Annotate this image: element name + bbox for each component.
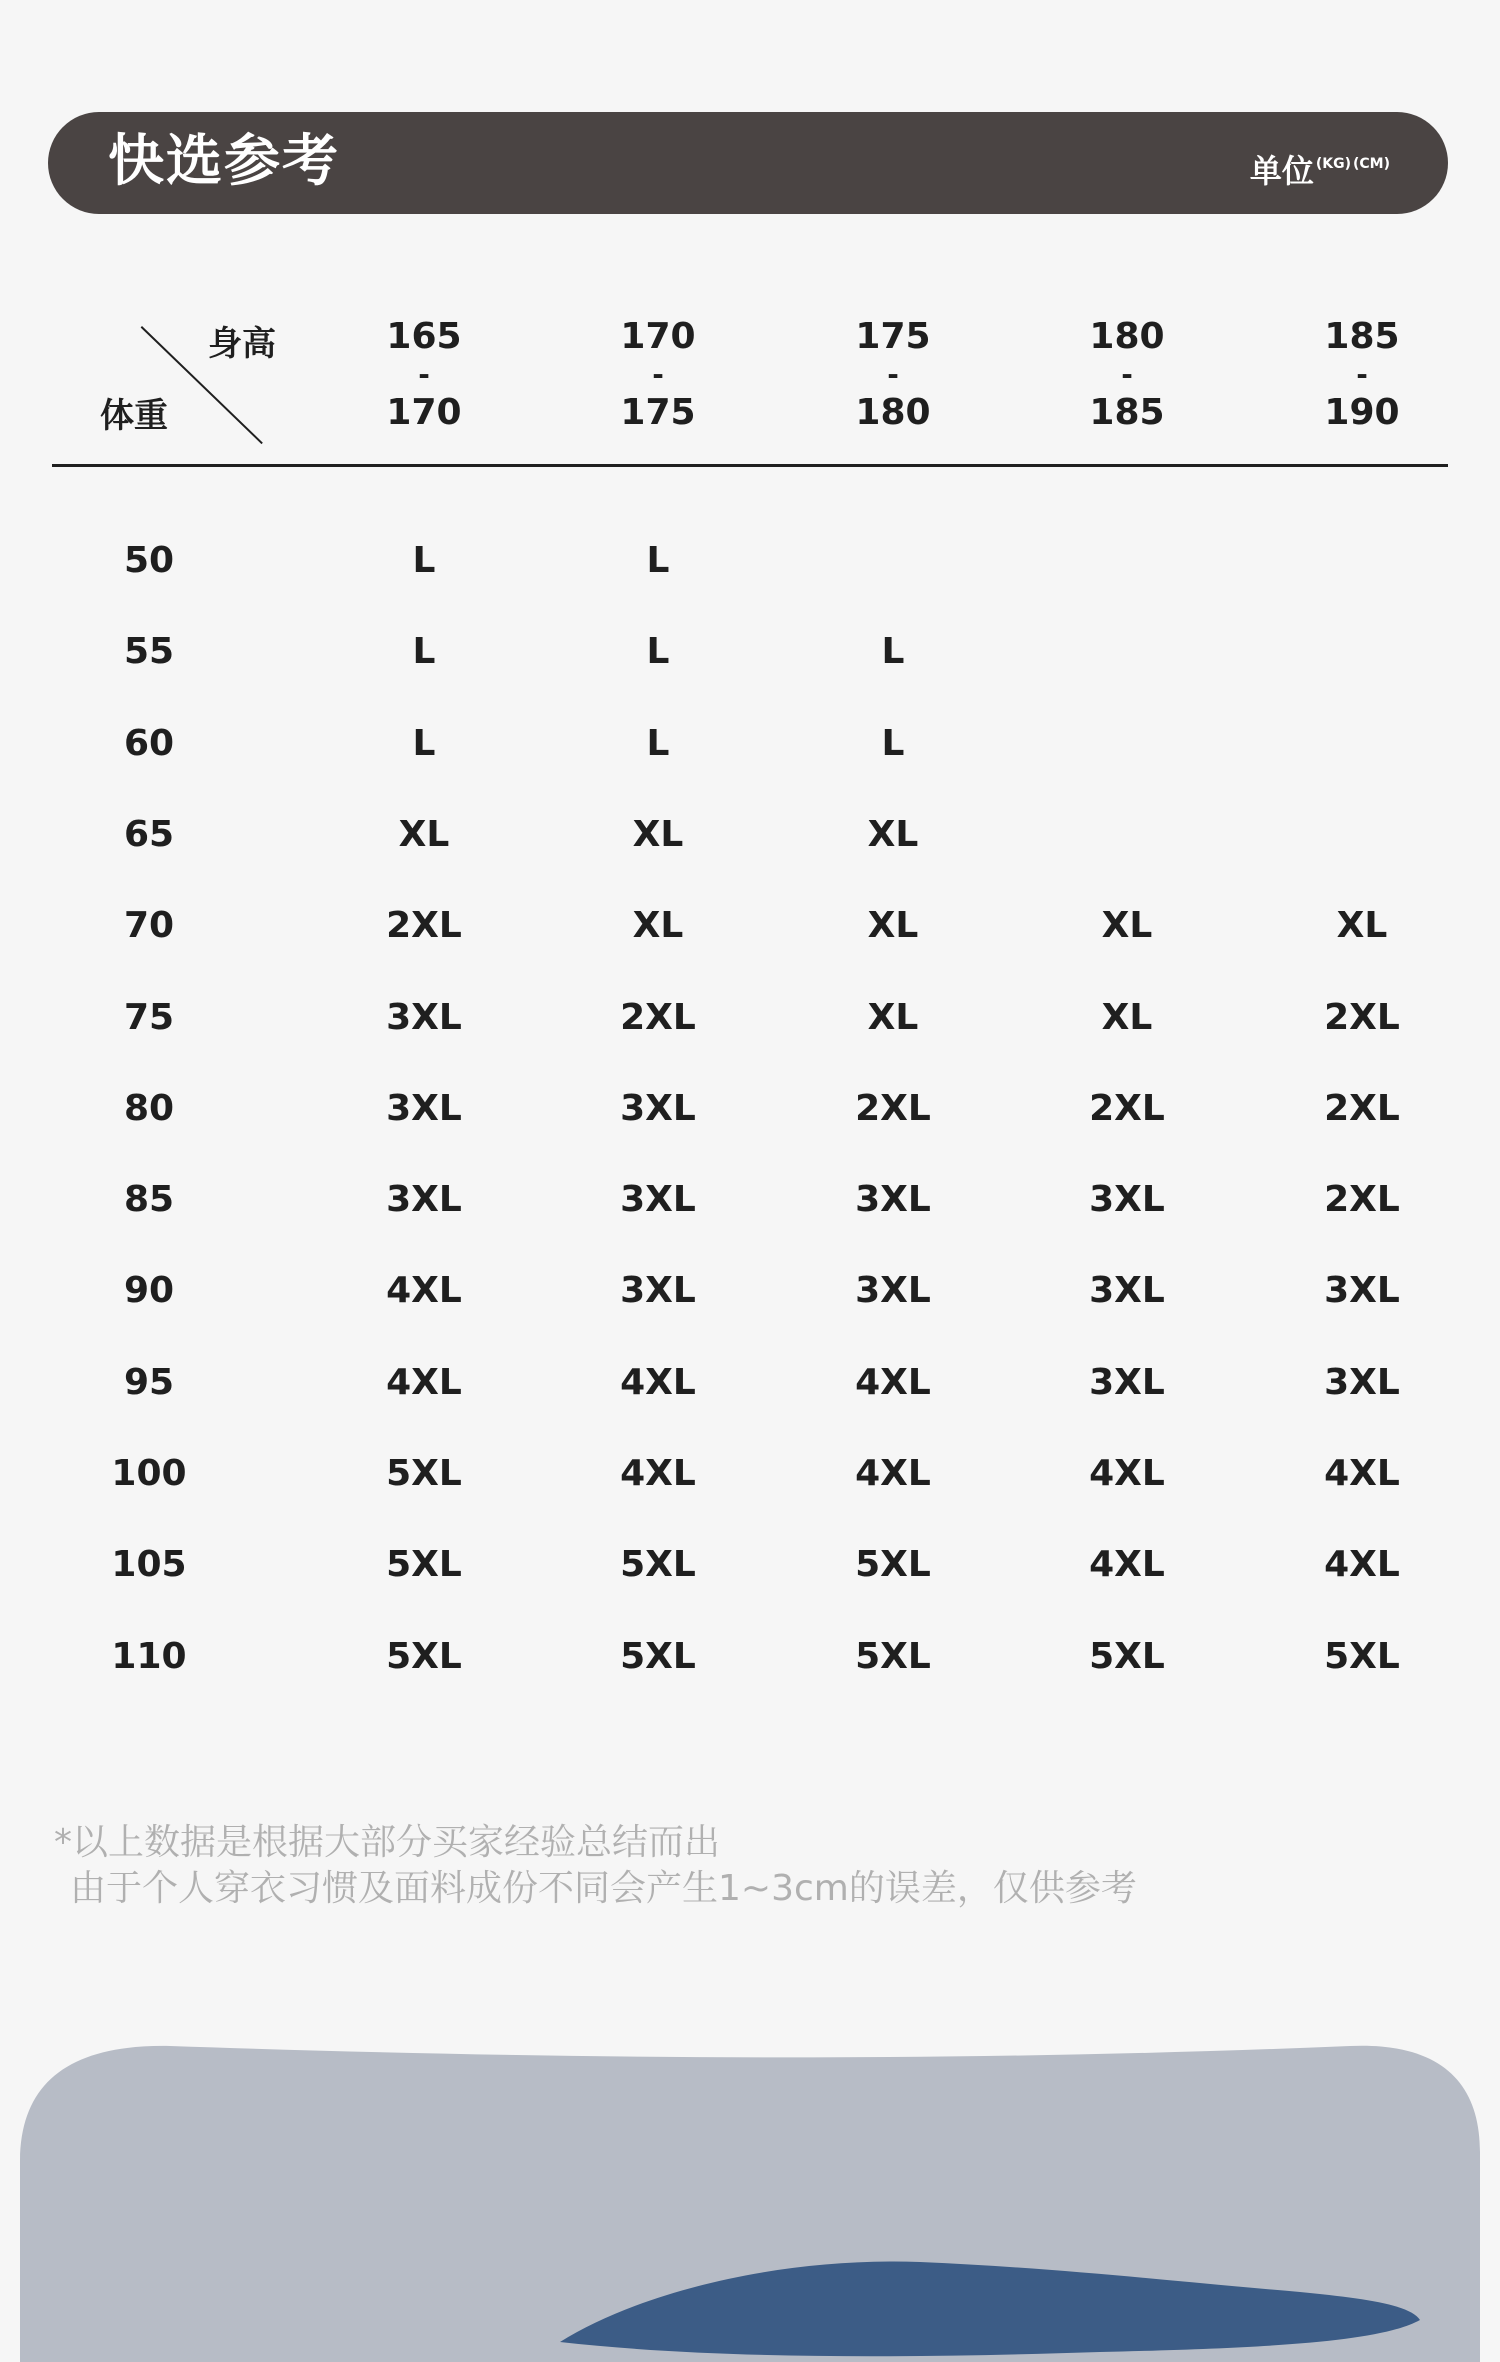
column-header-2 <box>598 318 718 432</box>
unit-kg: (KG) <box>1315 156 1351 172</box>
size-cell: 3XL <box>855 1179 931 1221</box>
column-header-from: 170 <box>620 316 696 357</box>
size-cell: XL <box>1336 905 1388 947</box>
row-weight-label: 80 <box>123 1087 175 1129</box>
size-cell: XL <box>632 813 684 855</box>
column-header-to: 180 <box>855 392 931 433</box>
size-cell: 2XL <box>386 905 462 947</box>
size-cell: 2XL <box>1324 996 1400 1038</box>
header-bar <box>48 112 1448 214</box>
column-header-to: 175 <box>620 392 696 433</box>
size-cell: 4XL <box>620 1361 696 1403</box>
unit-label <box>1250 144 1390 191</box>
row-weight-label: 95 <box>123 1361 175 1403</box>
size-cell <box>1292 628 1432 676</box>
size-cell: XL <box>1101 996 1153 1038</box>
size-cell: 2XL <box>1324 1179 1400 1221</box>
size-cell: 4XL <box>1324 1453 1400 1494</box>
row-weight-label: 110 <box>111 1635 187 1677</box>
size-cell: 3XL <box>620 1270 696 1312</box>
size-cell: 3XL <box>620 1179 696 1221</box>
size-cell: L <box>412 540 436 581</box>
column-header-to: 190 <box>1324 392 1400 433</box>
header-divider <box>52 464 1448 467</box>
size-cell: 5XL <box>1089 1635 1165 1677</box>
size-cell: 5XL <box>1324 1635 1400 1677</box>
size-cell: XL <box>1101 905 1153 947</box>
column-header-from: 180 <box>1089 316 1165 357</box>
row-weight-label: 70 <box>123 905 175 947</box>
corner-weight-label: 体重 <box>100 396 168 436</box>
size-cell: 5XL <box>386 1635 462 1677</box>
size-cell: XL <box>398 813 450 855</box>
size-cell: L <box>646 722 670 764</box>
size-cell: 3XL <box>1324 1361 1400 1403</box>
size-cell: 2XL <box>1324 1087 1400 1129</box>
row-weight-label: 50 <box>123 540 175 581</box>
column-header-sep: - <box>652 358 664 391</box>
row-weight-label: 90 <box>123 1270 175 1312</box>
size-cell: 3XL <box>1324 1270 1400 1312</box>
corner-height-label: 身高 <box>208 324 276 364</box>
column-header-sep: - <box>1356 358 1368 391</box>
size-cell: 4XL <box>386 1361 462 1403</box>
column-header-sep: - <box>1121 358 1133 391</box>
size-cell: 2XL <box>620 996 696 1038</box>
row-weight-label: 105 <box>111 1544 187 1586</box>
size-cell: XL <box>632 905 684 947</box>
size-cell <box>1292 720 1432 768</box>
row-weight-label: 75 <box>123 996 175 1038</box>
column-header-from: 185 <box>1324 316 1400 357</box>
column-header-sep: - <box>418 358 430 391</box>
size-cell: 4XL <box>855 1361 931 1403</box>
size-cell <box>1057 720 1197 768</box>
size-cell: XL <box>867 813 919 855</box>
column-header-from: 175 <box>855 316 931 357</box>
column-header-to: 170 <box>386 392 462 433</box>
size-cell <box>1292 811 1432 859</box>
row-weight-label: 60 <box>123 722 175 764</box>
size-cell: 4XL <box>1089 1544 1165 1586</box>
column-header-from: 165 <box>386 316 462 357</box>
column-header-to: 185 <box>1089 392 1165 433</box>
row-weight-label: 100 <box>111 1453 187 1494</box>
size-cell: L <box>412 631 436 673</box>
size-cell: 3XL <box>1089 1179 1165 1221</box>
size-cell: 5XL <box>855 1544 931 1586</box>
size-cell: L <box>646 631 670 673</box>
header-title: 快选参考 <box>108 129 340 194</box>
size-cell: 3XL <box>386 1087 462 1129</box>
column-header-1 <box>364 318 484 432</box>
product-image-panel <box>20 2042 1480 2362</box>
size-cell: 5XL <box>386 1544 462 1586</box>
size-cell <box>1057 537 1197 585</box>
size-cell: XL <box>867 996 919 1038</box>
size-cell: L <box>646 540 670 581</box>
row-weight-label: 65 <box>123 813 175 855</box>
size-cell: 5XL <box>620 1544 696 1586</box>
size-cell: 4XL <box>386 1270 462 1312</box>
size-cell: 2XL <box>855 1087 931 1129</box>
size-cell: 4XL <box>1089 1453 1165 1494</box>
size-cell: 5XL <box>855 1635 931 1677</box>
unit-text: 单位 <box>1249 152 1314 190</box>
size-cell: L <box>881 722 905 764</box>
size-cell: 3XL <box>1089 1270 1165 1312</box>
size-cell <box>1292 537 1432 585</box>
size-cell <box>1057 628 1197 676</box>
unit-cm: (CM) <box>1352 156 1390 172</box>
column-header-4 <box>1067 318 1187 432</box>
column-header-3 <box>833 318 953 432</box>
size-cell: 4XL <box>1324 1544 1400 1586</box>
row-weight-label: 85 <box>123 1179 175 1221</box>
size-cell: 3XL <box>855 1270 931 1312</box>
footnote-line-1: *以上数据是根据大部分买家经验总结而出 <box>54 1822 721 1863</box>
row-weight-label: 55 <box>123 631 175 673</box>
size-cell: 3XL <box>386 996 462 1038</box>
size-cell: 4XL <box>620 1453 696 1494</box>
size-cell <box>823 537 963 585</box>
size-cell: 3XL <box>1089 1361 1165 1403</box>
size-cell: 5XL <box>386 1453 462 1494</box>
size-cell: XL <box>867 905 919 947</box>
footnote-line-2: 由于个人穿衣习惯及面料成份不同会产生1~3cm的误差，仅供参考 <box>70 1868 1137 1909</box>
size-cell: 2XL <box>1089 1087 1165 1129</box>
size-cell: 3XL <box>620 1087 696 1129</box>
column-header-sep: - <box>887 358 899 391</box>
size-cell: L <box>412 722 436 764</box>
size-cell: 3XL <box>386 1179 462 1221</box>
footnote <box>54 1820 1137 1912</box>
column-header-5 <box>1302 318 1422 432</box>
size-cell: L <box>881 631 905 673</box>
size-cell <box>1057 811 1197 859</box>
size-cell: 5XL <box>620 1635 696 1677</box>
size-cell: 4XL <box>855 1453 931 1494</box>
